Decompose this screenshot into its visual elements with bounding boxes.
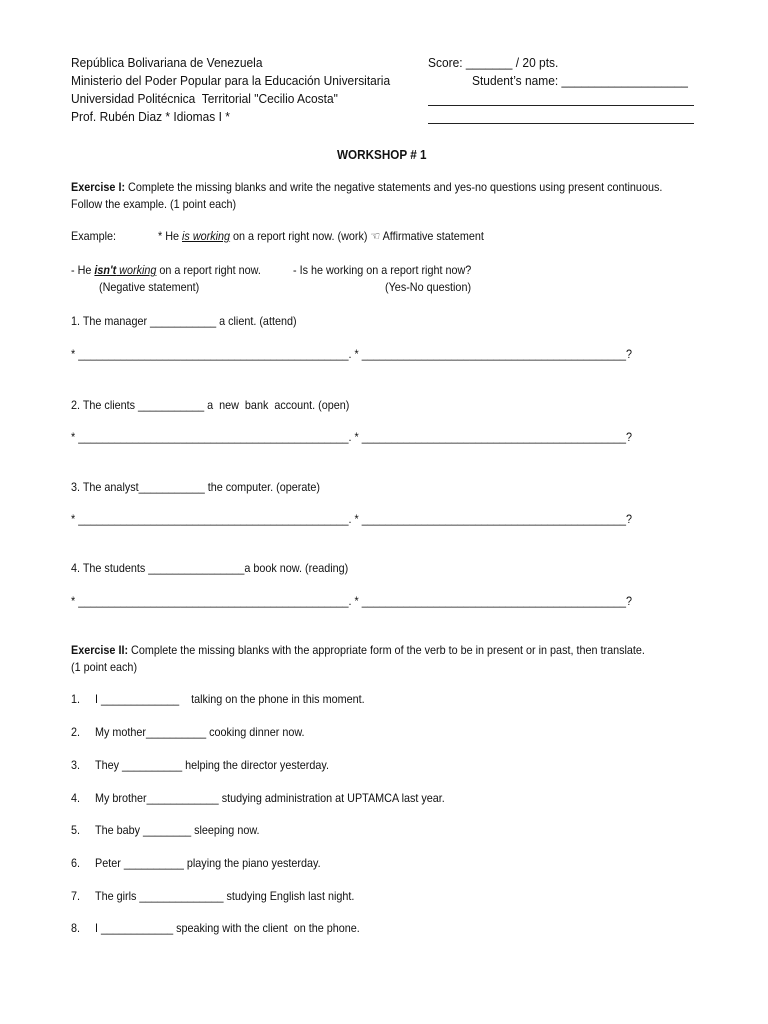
negative-post: on a report right now. xyxy=(156,263,261,277)
exercise-2-item: Peter __________ playing the piano yesterday. xyxy=(95,856,321,870)
exercise-2-instruction-2: (1 point each) xyxy=(71,660,138,674)
exercise-2-item: The girls ______________ studying English last night. xyxy=(95,889,355,903)
header-line-university: Universidad Politécnica Territorial "Cecilio Acosta" xyxy=(71,91,338,106)
exercise-2-item: My mother__________ cooking dinner now. xyxy=(95,725,305,739)
exercise-1-item: 3. The analyst___________ the computer. (operate) xyxy=(71,480,320,494)
header-line-country: República Bolivariana de Venezuela xyxy=(71,55,263,70)
example-verb: is working xyxy=(182,229,231,243)
header-line-professor: Prof. Rubén Diaz * Idiomas I * xyxy=(71,109,230,124)
exercise-1-instruction xyxy=(71,179,662,195)
exercise-2-item-number: 7. xyxy=(71,889,81,903)
negative-isnt: isn't xyxy=(94,263,117,277)
exercise-2-item: They __________ helping the director yesterday. xyxy=(95,758,329,772)
exercise-1-item: 4. The students ________________a book now. (reading) xyxy=(71,561,349,575)
exercise-2-item: My brother____________ studying administration at UPTAMCA last year. xyxy=(95,791,445,805)
exercise-1-instruction-2: Follow the example. (1 point each) xyxy=(71,197,237,211)
negative-working: working xyxy=(116,263,157,277)
exercise-2-item-number: 3. xyxy=(71,758,81,772)
exercise-1-item: 2. The clients ___________ a new bank account. (open) xyxy=(71,398,350,412)
negative-pre: - He xyxy=(71,263,95,277)
name-blank-line-2 xyxy=(428,123,694,124)
exercise-2-item-number: 2. xyxy=(71,725,81,739)
exercise-2-item-number: 1. xyxy=(71,692,81,706)
answer-line: * _____________________________________________. * ____________________________________________? xyxy=(71,347,632,361)
example-negative xyxy=(71,262,261,278)
exercise-2-item-number: 6. xyxy=(71,856,81,870)
answer-line: * _____________________________________________. * ____________________________________________? xyxy=(71,512,632,526)
exercise-2-item: I _____________ talking on the phone in this moment. xyxy=(95,692,365,706)
name-blank-line-1 xyxy=(428,105,694,106)
example-label: Example: xyxy=(71,229,117,243)
exercise-2-item: The baby ________ sleeping now. xyxy=(95,823,260,837)
question-caption: (Yes-No question) xyxy=(385,280,472,294)
answer-line: * _____________________________________________. * ____________________________________________? xyxy=(71,430,632,444)
student-name-field: Student’s name: ___________________ xyxy=(472,73,688,88)
score-field: Score: _______ / 20 pts. xyxy=(428,55,559,70)
answer-line: * _____________________________________________. * ____________________________________________? xyxy=(71,594,632,608)
exercise-2-item-number: 4. xyxy=(71,791,81,805)
header-line-ministry: Ministerio del Poder Popular para la Educación Universitaria xyxy=(71,73,391,88)
example-sentence xyxy=(158,228,484,244)
page-title: WORKSHOP # 1 xyxy=(337,147,427,162)
exercise-2-item-number: 8. xyxy=(71,921,81,935)
exercise-2-label: Exercise II: xyxy=(71,643,129,657)
example-question: - Is he working on a report right now? xyxy=(293,263,472,277)
exercise-2-item-number: 5. xyxy=(71,823,81,837)
example-pre: * He xyxy=(158,229,183,243)
exercise-2-item: I ____________ speaking with the client on the phone. xyxy=(95,921,360,935)
negative-caption: (Negative statement) xyxy=(99,280,200,294)
exercise-2-instruction-text: Complete the missing blanks with the appropriate form of the verb to be in present or in past, then translate. xyxy=(128,643,645,657)
exercise-1-instruction-text: Complete the missing blanks and write the negative statements and yes-no questions using present continuous. xyxy=(125,180,663,194)
example-post: on a report right now. (work) ☜ Affirmative statement xyxy=(230,229,484,243)
exercise-1-item: 1. The manager ___________ a client. (attend) xyxy=(71,314,297,328)
exercise-2-instruction xyxy=(71,642,645,658)
exercise-1-label: Exercise I: xyxy=(71,180,126,194)
